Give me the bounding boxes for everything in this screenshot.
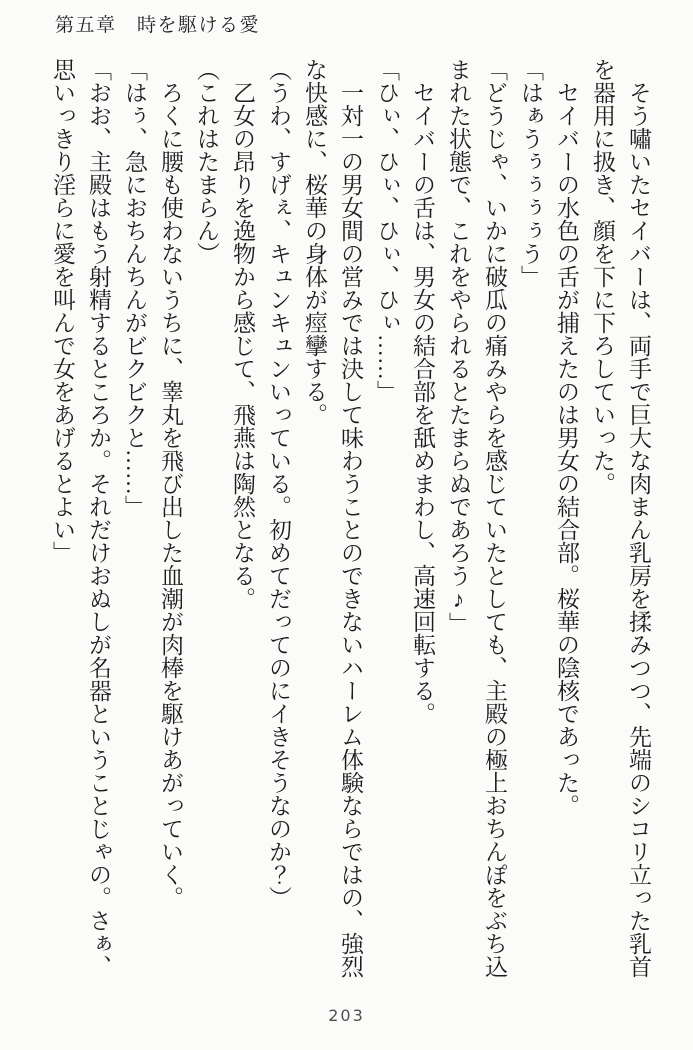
text-line: まれた状態で、これをやられるとたまらぬであろう♪」 [446,58,471,635]
text-line: 「どうじゃ、いかに破瓜の痛みやらを感じていたとしても、主殿の極上おちんぽをぶち込 [482,58,507,978]
text-line: そう嘯いたセイバーは、両手で巨大な肉まん乳房を揉みつつ、先端のシコリ立った乳首 [626,81,651,978]
text-line: を器用に扱き、顔を下に下ろしていった。 [590,58,615,495]
text-line: （これはたまらん） [194,58,219,265]
chapter-header: 第五章 時を駆ける愛 [55,15,261,36]
body-text [43,58,656,990]
text-line: 一対一の男女間の営みでは決して味わうことのできないハーレム体験ならではの、強烈 [338,81,363,978]
text-line: な快感に、桜華の身体が痙攣する。 [302,58,327,426]
text-line: セイバーの水色の舌が捕えたのは男女の結合部。桜華の陰核であった。 [554,81,579,817]
text-line: 乙女の昂りを逸物から感じて、飛燕は陶然となる。 [230,81,255,610]
text-line: セイバーの舌は、男女の結合部を舐めまわし、高速回転する。 [410,81,435,725]
text-line: 「はぅ、急におちんちんがビクビクと……」 [122,58,147,518]
text-line: 「おお、主殿はもう射精するところか。それだけおぬしが名器ということじゃの。さぁ、 [86,58,111,978]
text-line: 「ひぃ、ひぃ、ひぃ、ひぃ……」 [374,58,399,403]
text-line: 思いっきり淫らに愛を叫んで女をあげるとよい」 [50,58,75,564]
page-number: 203 [328,1006,365,1025]
text-line: 「はぁうぅぅぅぅう」 [518,58,543,288]
text-line: ろくに腰も使わないうちに、睾丸を飛び出した血潮が肉棒を駆けあがっていく。 [158,81,183,909]
text-line: （うわ、すげぇ、キュンキュンいっている。初めてだってのにイきそうなのか？） [266,58,291,909]
